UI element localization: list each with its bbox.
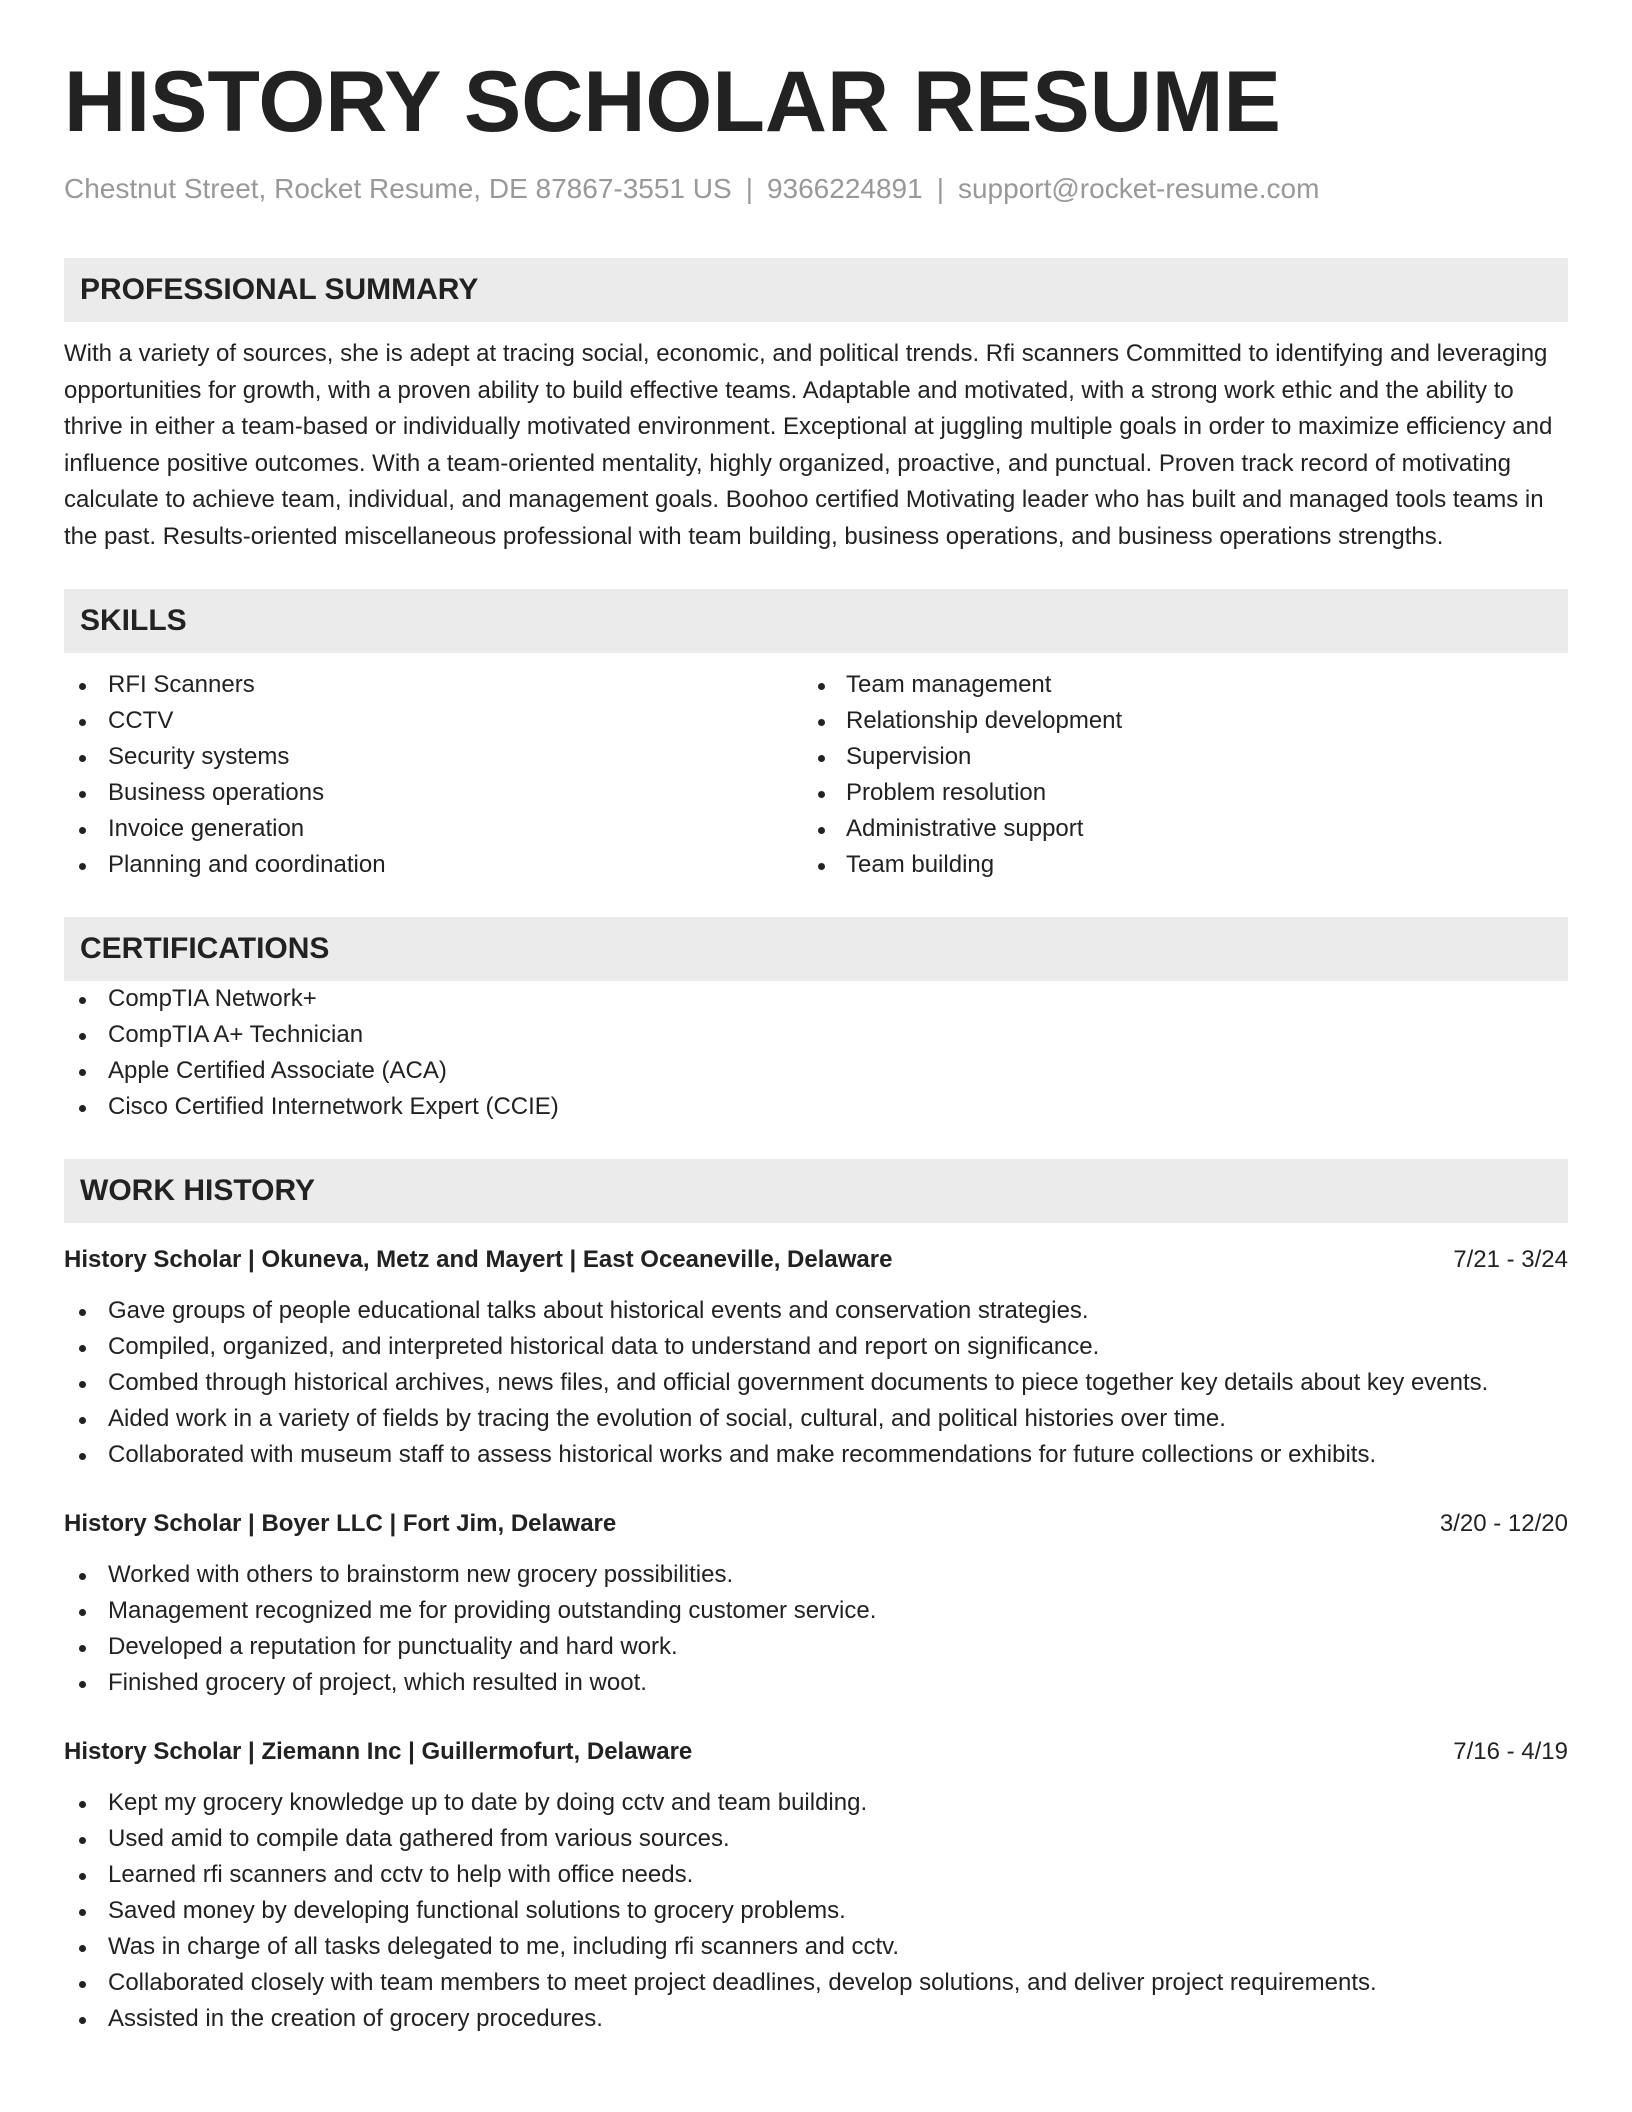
skill-item: Problem resolution <box>816 775 1568 811</box>
skills-list-right <box>816 667 1568 883</box>
certification-item: Cisco Certified Internetwork Expert (CCIE) <box>64 1089 1568 1125</box>
job-title: History Scholar | Okuneva, Metz and Mayert | East Oceaneville, Delaware <box>64 1246 893 1273</box>
summary-heading: PROFESSIONAL SUMMARY <box>64 258 1568 322</box>
job-dates: 7/21 - 3/24 <box>1453 1246 1568 1273</box>
job-duty-item: Worked with others to brainstorm new grocery possibilities. <box>64 1557 1568 1593</box>
job-duty-item: Assisted in the creation of grocery procedures. <box>64 2001 1568 2037</box>
skill-item: Administrative support <box>816 811 1568 847</box>
skill-item: Team building <box>816 847 1568 883</box>
summary-text: With a variety of sources, she is adept at tracing social, economic, and political trends. Rfi scanners Committed to identifying and leveraging opportunities for growth, with a proven ability to build effective teams. Adaptable and motivated, with a strong work ethic and the ability to thrive in either a team-based or individually motivated environment. Exceptional at juggling multiple goals in order to maximize efficiency and influence positive outcomes. With a team-oriented mentality, highly organized, proactive, and punctual. Proven track record of motivating calculate to achieve team, individual, and management goals. Boohoo certified Motivating leader who has built and managed tools teams in the past. Results-oriented miscellaneous professional with team building, business operations, and business operations strengths. <box>64 340 1553 550</box>
skill-item: CCTV <box>64 703 816 739</box>
contact-address: Chestnut Street, Rocket Resume, DE 87867-3551 US <box>64 173 732 204</box>
job-title: History Scholar | Boyer LLC | Fort Jim, Delaware <box>64 1510 617 1537</box>
certification-item: CompTIA A+ Technician <box>64 1017 1568 1053</box>
resume-title: HISTORY SCHOLAR RESUME <box>64 54 1281 150</box>
skills-heading: SKILLS <box>64 589 1568 653</box>
certifications-list <box>64 981 1568 1125</box>
skills-column-left <box>64 667 816 883</box>
skill-item: Relationship development <box>816 703 1568 739</box>
job-duty-item: Used amid to compile data gathered from various sources. <box>64 1821 1568 1857</box>
certifications-heading: CERTIFICATIONS <box>64 917 1568 981</box>
skill-item: Team management <box>816 667 1568 703</box>
skills-list-left <box>64 667 816 883</box>
job-duty-item: Kept my grocery knowledge up to date by doing cctv and team building. <box>64 1785 1568 1821</box>
certification-item: CompTIA Network+ <box>64 981 1568 1017</box>
job-duty-item: Management recognized me for providing outstanding customer service. <box>64 1593 1568 1629</box>
job-duty-item: Finished grocery of project, which resulted in woot. <box>64 1665 1568 1701</box>
job-duty-item: Learned rfi scanners and cctv to help with office needs. <box>64 1857 1568 1893</box>
contact-separator: | <box>936 173 944 204</box>
job-header <box>64 1507 1568 1541</box>
job-duty-item: Developed a reputation for punctuality and hard work. <box>64 1629 1568 1665</box>
job-entry <box>64 1735 1568 2037</box>
contact-line <box>64 172 1568 206</box>
skills-columns <box>64 667 1568 883</box>
job-duty-item: Compiled, organized, and interpreted historical data to understand and report on significance. <box>64 1329 1568 1365</box>
job-header <box>64 1735 1568 1769</box>
job-duties-list <box>64 1557 1568 1701</box>
certification-item: Apple Certified Associate (ACA) <box>64 1053 1568 1089</box>
skill-item: Supervision <box>816 739 1568 775</box>
job-entry <box>64 1243 1568 1473</box>
job-duties-list <box>64 1785 1568 2037</box>
job-duty-item: Combed through historical archives, news files, and official government documents to piece together key details about key events. <box>64 1365 1568 1401</box>
job-entry <box>64 1507 1568 1701</box>
job-duty-item: Was in charge of all tasks delegated to me, including rfi scanners and cctv. <box>64 1929 1568 1965</box>
job-duty-item: Aided work in a variety of fields by tracing the evolution of social, cultural, and political histories over time. <box>64 1401 1568 1437</box>
work-history-heading: WORK HISTORY <box>64 1159 1568 1223</box>
job-duties-list <box>64 1293 1568 1473</box>
skill-item: RFI Scanners <box>64 667 816 703</box>
job-header <box>64 1243 1568 1277</box>
job-duty-item: Gave groups of people educational talks about historical events and conservation strategies. <box>64 1293 1568 1329</box>
job-title: History Scholar | Ziemann Inc | Guillermofurt, Delaware <box>64 1738 693 1765</box>
job-dates: 3/20 - 12/20 <box>1439 1510 1568 1537</box>
job-duty-item: Collaborated closely with team members to meet project deadlines, develop solutions, and deliver project requirements. <box>64 1965 1568 2001</box>
contact-email: support@rocket-resume.com <box>957 173 1320 204</box>
contact-phone: 9366224891 <box>766 173 923 204</box>
skill-item: Invoice generation <box>64 811 816 847</box>
skill-item: Planning and coordination <box>64 847 816 883</box>
skill-item: Security systems <box>64 739 816 775</box>
contact-separator: | <box>745 173 753 204</box>
skills-column-right <box>816 667 1568 883</box>
job-dates: 7/16 - 4/19 <box>1453 1738 1568 1765</box>
job-duty-item: Saved money by developing functional solutions to grocery problems. <box>64 1893 1568 1929</box>
job-duty-item: Collaborated with museum staff to assess historical works and make recommendations for future collections or exhibits. <box>64 1437 1568 1473</box>
skill-item: Business operations <box>64 775 816 811</box>
